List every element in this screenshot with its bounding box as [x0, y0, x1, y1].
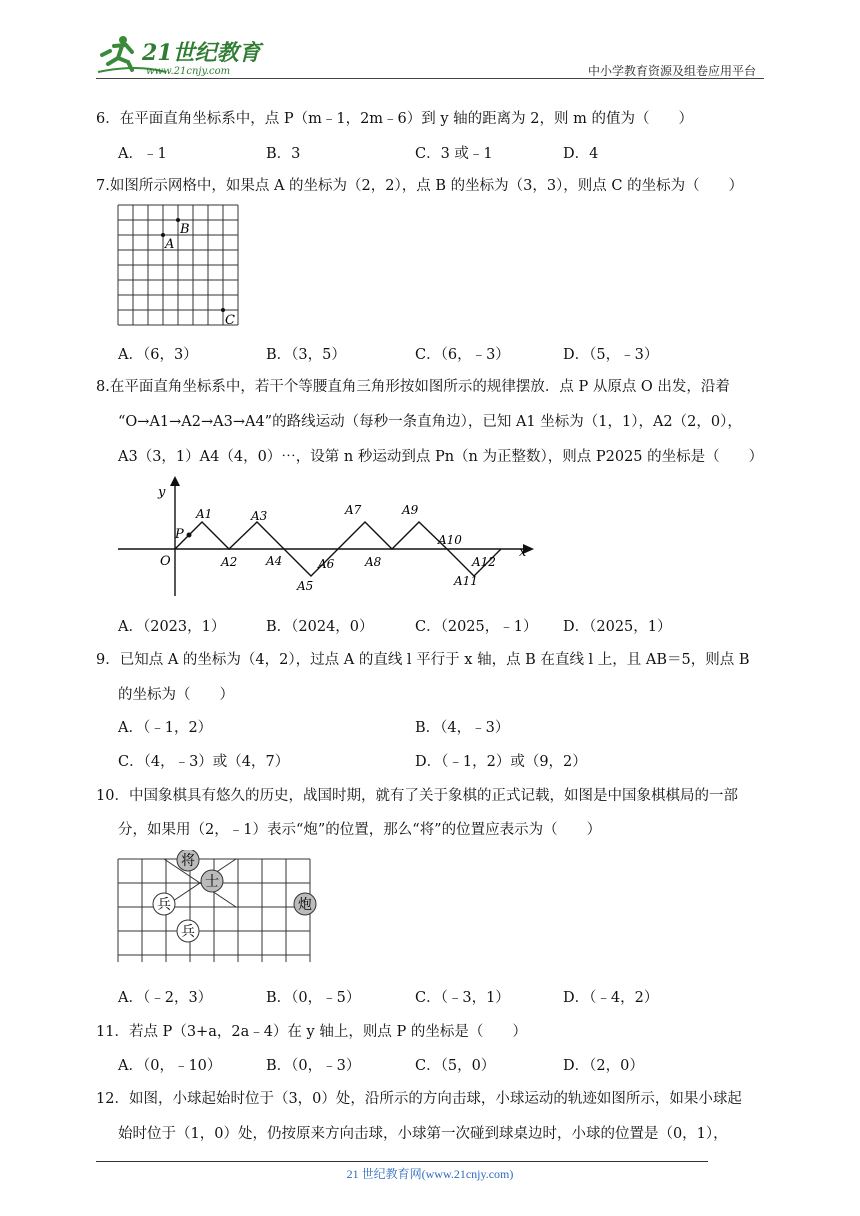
- question-number: 6．: [96, 111, 120, 127]
- question-text: 在平面直角坐标系中，若干个等腰直角三角形按如图所示的规律摆放．点 P 从原点 O 出发，沿着: [109, 379, 730, 395]
- question-text: 在平面直角坐标系中，点 P（m﹣1，2m﹣6）到 y 轴的距离为 2，则 m 的值为（ ）: [119, 111, 693, 127]
- label-a7: A7: [345, 503, 362, 517]
- q7-option-d[interactable]: D．（5，﹣3）: [563, 347, 659, 363]
- q9-option-b[interactable]: B．（4，﹣3）: [415, 720, 510, 736]
- q9-option-d[interactable]: D．（﹣1，2）或（9，2）: [415, 754, 587, 770]
- label-a6: A6: [318, 557, 335, 571]
- q10-option-c[interactable]: C．（﹣3，1）: [415, 990, 510, 1006]
- question-number: 12．: [96, 1091, 129, 1107]
- q6-option-a[interactable]: A．﹣1: [118, 146, 167, 162]
- label-x: x: [519, 545, 527, 560]
- label-a8: A8: [365, 555, 382, 569]
- piece-bing-2: 兵: [181, 924, 195, 940]
- question-text: 如图，小球起始时位于（3，0）处，沿所示的方向击球，小球运动的轨迹如图所示，如果小球起: [128, 1091, 742, 1107]
- point-c: [221, 308, 225, 312]
- y-arrow-icon: [170, 476, 180, 486]
- q8-option-b[interactable]: B．（2024，0）: [266, 619, 374, 635]
- label-y: y: [158, 485, 166, 500]
- header-divider: [96, 78, 764, 79]
- question-number: 8.: [96, 379, 110, 395]
- label-p: P: [175, 527, 184, 542]
- question-11: [96, 1020, 527, 1041]
- question-12: [96, 1087, 742, 1108]
- question-text: 中国象棋具有悠久的历史，战国时期，就有了关于象棋的正式记载，如图是中国象棋棋局的一部: [128, 788, 738, 804]
- question-text: 已知点 A 的坐标为（4，2），过点 A 的直线 l 平行于 x 轴，点 B 在直线 l 上，且 AB＝5，则点 B: [119, 652, 750, 668]
- label-c: C: [225, 313, 235, 328]
- label-a3: A3: [251, 509, 268, 523]
- footer-link[interactable]: 21 世纪教育网(www.21cnjy.com): [346, 1167, 514, 1181]
- point-p: [187, 533, 192, 538]
- q11-option-a[interactable]: A．（0，﹣10）: [118, 1058, 222, 1074]
- footer-divider: [96, 1161, 708, 1162]
- q8-option-a[interactable]: A．（2023，1）: [118, 619, 226, 635]
- q9-option-a[interactable]: A．（﹣1，2）: [118, 720, 213, 736]
- question-9-line-2: 的坐标为（ ）: [118, 687, 234, 703]
- q8-option-c[interactable]: C．（2025，﹣1）: [415, 619, 538, 635]
- q10-option-a[interactable]: A．（﹣2，3）: [118, 990, 213, 1006]
- q7-option-b[interactable]: B．（3，5）: [266, 347, 346, 363]
- question-number: 11．: [96, 1024, 129, 1040]
- question-8-line-3: A3（3，1）A4（4，0）⋯，设第 n 秒运动到点 Pn（n 为正整数），则点 P2025 的坐标是（ ）: [118, 449, 764, 465]
- q8-option-d[interactable]: D．（2025，1）: [563, 619, 672, 635]
- piece-shi: 士: [205, 874, 219, 890]
- q6-option-c[interactable]: C．3 或﹣1: [415, 146, 493, 162]
- label-a1: A1: [196, 507, 213, 521]
- label-a11: A11: [454, 574, 478, 588]
- zigzag-figure: [118, 474, 538, 598]
- question-9: [96, 648, 750, 669]
- question-6: [96, 107, 693, 128]
- grid-figure: [116, 203, 242, 329]
- question-7: [96, 174, 743, 195]
- q11-option-d[interactable]: D．（2，0）: [563, 1058, 644, 1074]
- q11-option-b[interactable]: B．（0，﹣3）: [266, 1058, 361, 1074]
- label-a12: A12: [472, 555, 496, 569]
- chess-board-figure: [116, 850, 322, 968]
- logo-text: 21世纪教育: [142, 40, 261, 66]
- q6-option-d[interactable]: D．4: [563, 146, 599, 162]
- question-number: 7.: [96, 178, 110, 194]
- header-platform-text: 中小学教育资源及组卷应用平台: [587, 64, 756, 78]
- site-logo: [96, 34, 266, 78]
- label-a5: A5: [297, 579, 314, 593]
- question-12-line-2: 始时位于（1，0）处，仍按原来方向击球，小球第一次碰到球桌边时，小球的位置是（0，1），: [118, 1126, 728, 1142]
- label-a: A: [165, 237, 175, 252]
- q7-option-a[interactable]: A．（6，3）: [118, 347, 198, 363]
- question-10: [96, 784, 738, 805]
- q7-option-c[interactable]: C．（6，﹣3）: [415, 347, 510, 363]
- piece-jiang: 将: [181, 853, 195, 869]
- q11-option-c[interactable]: C．（5，0）: [415, 1058, 496, 1074]
- question-number: 10．: [96, 788, 129, 804]
- label-a10: A10: [438, 533, 462, 547]
- label-a2: A2: [221, 555, 238, 569]
- q10-option-d[interactable]: D．（﹣4，2）: [563, 990, 659, 1006]
- label-b: B: [180, 222, 190, 237]
- q10-option-b[interactable]: B．（0，﹣5）: [266, 990, 361, 1006]
- question-number: 9．: [96, 652, 120, 668]
- question-text: 若点 P（3+a，2a﹣4）在 y 轴上，则点 P 的坐标是（ ）: [128, 1024, 527, 1040]
- question-text: 如图所示网格中，如果点 A 的坐标为（2，2），点 B 的坐标为（3，3），则点 C 的坐标为（ ）: [109, 178, 744, 194]
- label-a4: A4: [266, 554, 283, 568]
- question-8: [96, 375, 730, 396]
- q9-option-c[interactable]: C．（4，﹣3）或（4，7）: [118, 754, 290, 770]
- logo-url: www.21cnjy.com: [146, 66, 231, 77]
- question-8-line-2: “O→A1→A2→A3→A4”的路线运动（每秒一条直角边），已知 A1 坐标为（1，1），A2（2，0），: [118, 414, 742, 430]
- piece-bing-1: 兵: [157, 897, 171, 913]
- label-a9: A9: [402, 503, 419, 517]
- question-10-line-2: 分，如果用（2，﹣1）表示“炮”的位置，那么“将”的位置应表示为（ ）: [118, 822, 602, 838]
- piece-pao: 炮: [298, 897, 312, 913]
- q6-option-b[interactable]: B．3: [266, 146, 301, 162]
- label-o: O: [160, 554, 171, 569]
